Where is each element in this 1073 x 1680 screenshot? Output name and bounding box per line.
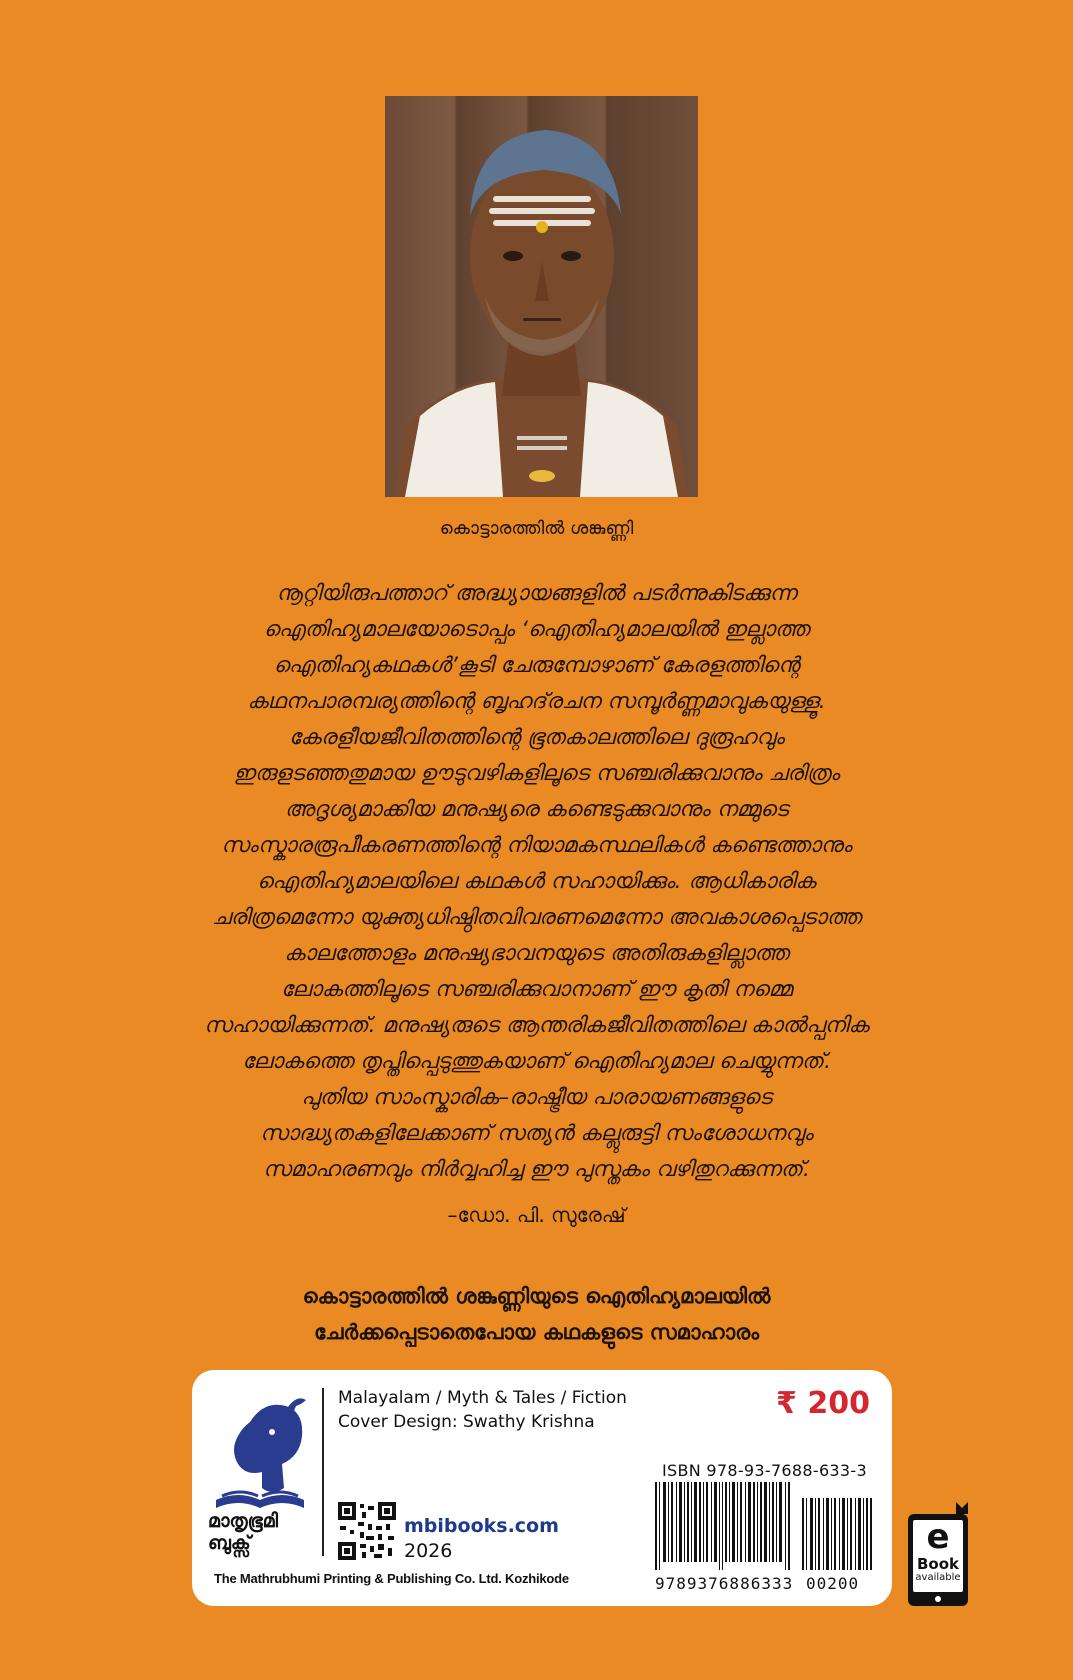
- publisher-logo-text: [208, 1510, 318, 1554]
- blurb-line: സഹായിക്കുന്നത്. മനുഷ്യരുടെ ആന്തരികജീവിതത്തിലെ കാൽപ്പനിക: [204, 1013, 869, 1038]
- price: ₹ 200: [776, 1386, 870, 1421]
- tagline: [0, 1278, 1073, 1350]
- blurb-line: സംസ്കാരരൂപീകരണത്തിന്റെ നിയാമകസ്ഥലികൾ കണ്ടെത്താനും: [221, 833, 852, 858]
- logo-line-1: മാതൃഭൂമി: [208, 1510, 278, 1532]
- blurb-line: പുതിയ സാംസ്കാരിക–രാഷ്ട്രീയ പാരായണങ്ങളുടെ: [301, 1085, 772, 1110]
- blurb-line: ഐതിഹ്യകഥകൾ’കൂടി ചേരുമ്പോഴാണ് കേരളത്തിന്റെ: [273, 653, 800, 678]
- portrait-illustration: [385, 96, 698, 497]
- cover-design-credit: Cover Design: Swathy Krishna: [338, 1412, 595, 1432]
- ebook-available-text: available: [915, 1572, 961, 1583]
- blurb-line: കാലത്തോളം മനുഷ്യഭാവനയുടെ അതിരുകളില്ലാത്ത: [284, 941, 789, 966]
- isbn-label: ISBN 978-93-7688-633-3: [662, 1461, 867, 1480]
- blurb-line: കേരളീയജീവിതത്തിന്റെ ഭൂതകാലത്തിലെ ദുരൂഹവും: [288, 725, 785, 750]
- barcode-number: 9789376886333: [655, 1574, 794, 1593]
- blurb-line: അദൃശ്യമാക്കിയ മനുഷ്യരെ കണ്ടെടുക്കുവാനും നമ്മുടെ: [284, 797, 789, 822]
- blurb-line: ഐതിഹ്യമാലയിലെ കഥകൾ സഹായിക്കും. ആധികാരിക: [257, 869, 816, 894]
- panel-divider: [322, 1388, 324, 1556]
- blurb-line: ലോകത്തിലൂടെ സഞ്ചരിക്കുവാനാണ് ഈ കൃതി നമ്മെ: [280, 977, 793, 1002]
- qr-code-icon: [338, 1502, 396, 1560]
- book-meta: [338, 1386, 627, 1434]
- book-category: Malayalam / Myth & Tales / Fiction: [338, 1388, 627, 1408]
- price-addon-barcode: [802, 1498, 872, 1570]
- publisher-name: The Mathrubhumi Printing & Publishing Co. Ltd. Kozhikode: [214, 1571, 569, 1586]
- blurb-line: ഐതിഹ്യമാലയോടൊപ്പം ‘ഐതിഹ്യമാലയിൽ ഇല്ലാത്ത: [263, 617, 810, 642]
- blurb-line: സാദ്ധ്യതകളിലേക്കാണ് സത്യൻ കല്ലുരുട്ടി സംശോധനവും: [260, 1121, 813, 1146]
- blurb-text: [130, 576, 943, 1188]
- publisher-website-link[interactable]: mbibooks.com: [404, 1515, 559, 1537]
- tagline-line-2: ചേർക്കപ്പെടാതെപോയ കഥകളുടെ സമാഹാരം: [313, 1320, 760, 1344]
- ebook-available-badge: [904, 1500, 972, 1608]
- publication-year: 2026: [404, 1540, 453, 1562]
- blurb-attribution: –ഡോ. പി. സുരേഷ്: [447, 1203, 626, 1227]
- blurb-line: സമാഹരണവും നിർവ്വഹിച്ച ഈ പുസ്തകം വഴിതുറക്കുന്നത്.: [263, 1157, 810, 1182]
- blurb-line: ലോകത്തെ തൃപ്തിപ്പെടുത്തുകയാണ് ഐതിഹ്യമാല ചെയ്യുന്നത്.: [242, 1049, 831, 1074]
- tagline-line-1: കൊട്ടാരത്തിൽ ശങ്കുണ്ണിയുടെ ഐതിഹ്യമാലയിൽ: [302, 1284, 771, 1308]
- ebook-letter: e: [926, 1517, 950, 1557]
- blurb-line: ചരിത്രമെന്നോ യുക്ത്യധിഷ്ഠിതവിവരണമെന്നോ അവകാശപ്പെടാത്ത: [211, 905, 862, 930]
- addon-number: 00200: [806, 1574, 860, 1593]
- info-panel: [192, 1370, 892, 1606]
- portrait-caption: കൊട്ടാരത്തിൽ ശങ്കുണ്ണി: [439, 518, 634, 539]
- author-portrait: [385, 96, 698, 497]
- blurb-line: ഇരുളടഞ്ഞതുമായ ഊടുവഴികളിലൂടെ സഞ്ചരിക്കുവാനും ചരിത്രം: [233, 761, 840, 786]
- blurb-line: നൂറ്റിയിരുപത്താറ് അദ്ധ്യായങ്ങളിൽ പടർന്നുകിടക്കുന്ന: [276, 581, 797, 606]
- isbn-barcode: [655, 1482, 793, 1570]
- ebook-word: Book: [916, 1555, 960, 1573]
- logo-line-2: ബുക്സ്: [208, 1532, 251, 1554]
- blurb-line: കഥനപാരമ്പര്യത്തിന്റെ ബൃഹദ്‌രചന സമ്പൂർണ്ണമാവുകയുള്ളൂ.: [247, 689, 826, 714]
